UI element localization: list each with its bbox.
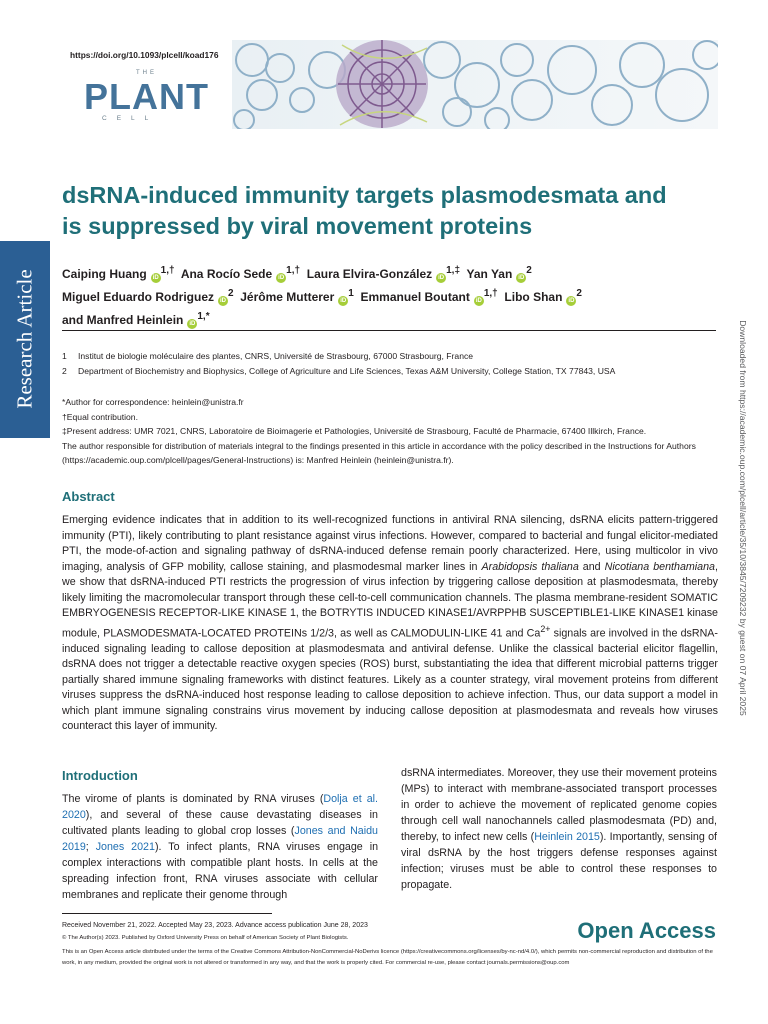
citation-link[interactable]: Heinlein 2015 — [534, 831, 600, 843]
author-name[interactable]: Laura Elvira-González — [306, 267, 433, 281]
doi-link[interactable]: https://doi.org/10.1093/plcell/koad176 — [70, 50, 219, 60]
correspondence-note: *Author for correspondence: heinlein@unistra.fr — [62, 397, 244, 407]
author-name[interactable]: Emmanuel Boutant — [360, 290, 470, 304]
logo-cell: CELL — [102, 115, 159, 122]
introduction-left-column — [62, 791, 378, 903]
logo-the: THE — [136, 70, 157, 76]
author-affil-sup: 1,† — [286, 265, 301, 276]
journal-logo — [84, 70, 209, 130]
affiliation-number: 2 — [62, 366, 67, 376]
plant-tissue-banner-image — [232, 40, 718, 129]
orcid-icon[interactable] — [187, 319, 197, 329]
introduction-heading: Introduction — [62, 768, 138, 783]
affiliation-number: 1 — [62, 351, 67, 361]
affiliation-text: Institut de biologie moléculaire des plantes, CNRS, Université de Strasbourg, 67000 Strasbourg, France — [78, 351, 474, 361]
author-affil-sup: 1,‡ — [446, 265, 461, 276]
article-type-tab — [0, 241, 50, 438]
abstract-part: Emerging evidence indicates that in addition to its well-recognized functions in antiviral RNA silencing, dsRNA elicits pattern-triggered immunity (PTI), likely contributing to plant resistance against virus infections. However, compared to bacterial and fungal elicitor-mediated PTI, the mode-of-action and signaling pathway of dsRNA-induced defense remain poorly characterized. Here, using multicolor in vivo imaging, analysis of GFP mobility, callose staining, and plasmodesmal marker lines in — [62, 514, 718, 573]
author-name[interactable]: Miguel Eduardo Rodriguez — [62, 290, 214, 304]
author-name[interactable]: Libo Shan — [504, 290, 563, 304]
body-text: ; — [85, 841, 96, 853]
abstract-part: signals are involved in the dsRNA-induced signaling leading to callose deposition at plasmodesmata and antiviral defense. Unlike the classical bacterial elicitor flagellin, dsRNA does not trigger a detectable reactive oxygen species (ROS) burst, substantiating the idea that different microbial patterns trigger partially shared immune signaling frameworks with distinct features. Likely as a counter strategy, viral movement proteins from different viruses suppress the dsRNA-induced host response leading to callose deposition to achieve infection. Thus, our data support a model in which plant immune signaling constrains virus movement by inducing callose deposition at plasmodesmata and reveals how viruses counteract this layer of immunity. — [62, 627, 718, 733]
species-name: Arabidopsis thaliana — [481, 560, 579, 573]
body-text: ). To infect plants, RNA viruses engage in complex interactions with compatible plant hosts. In cells at the spreading infection front, RNA viruses associate with cellular membranes and replicate their genome through — [62, 841, 379, 901]
open-access-label: Open Access — [577, 918, 716, 943]
author-affil-sup: 1 — [348, 288, 354, 299]
footer-divider — [62, 913, 272, 914]
orcid-icon[interactable] — [474, 296, 484, 306]
author-affil-sup: 1,† — [160, 265, 175, 276]
author-affil-sup: 2 — [526, 265, 532, 276]
species-name: Nicotiana benthamiana — [604, 560, 715, 573]
body-text: The virome of plants is dominated by RNA viruses ( — [62, 793, 324, 805]
introduction-right-column — [401, 765, 717, 893]
article-type-label: Research Article — [12, 269, 37, 409]
present-address-note: ‡Present address: UMR 7021, CNRS, Laboratoire de Bioimagerie et Pathologies, Université de Strasbourg, Faculté de Pharmacie, 67400 Illkirch, France. — [62, 426, 647, 436]
affiliation-list — [62, 349, 722, 379]
author-name[interactable]: Jérôme Mutterer — [240, 290, 335, 304]
abstract-heading: Abstract — [62, 489, 115, 504]
citation-link[interactable]: Jones 2021 — [95, 841, 155, 853]
author-notes — [62, 395, 722, 468]
abstract-part: , we show that dsRNA-induced PTI restricts the progression of virus infection by triggering callose deposition at plasmodesmata, thereby likely limiting the macromolecular transport through these cell-to-cell communication channels. The plasma membrane-resident SOMATIC EMBRYOGENESIS RECEPTOR-LIKE KINASE 1, the BOTRYTIS INDUCED KINASE1/AVRPPHB SUSCEPTIBLE1-LIKE KINASE1 kinase module, PLASMODESMATA-LOCATED PROTEINs 1/2/3, as well as CALMODULIN-LIKE 41 and Ca — [62, 560, 718, 640]
author-name[interactable]: Manfred Heinlein — [86, 313, 184, 327]
author-affil-sup: 2 — [576, 288, 582, 299]
orcid-icon[interactable] — [151, 273, 161, 283]
orcid-icon[interactable] — [566, 296, 576, 306]
logo-plant: PLANT — [84, 76, 209, 117]
calcium-superscript: 2+ — [540, 623, 551, 634]
orcid-icon[interactable] — [276, 273, 286, 283]
author-name[interactable]: Ana Rocío Sede — [180, 267, 273, 281]
responsible-author-note: The author responsible for distribution of materials integral to the findings presented in this article in accordance with the policy described in the Instructions for Authors (https://academic.oup.com/plcell/pages/General-Instructions) is: Manfred Heinlein (heinlein@unistra.fr). — [62, 440, 696, 465]
affiliation-item — [62, 364, 722, 379]
copyright-notice: © The Author(s) 2023. Published by Oxford University Press on behalf of American Society of Plant Biologists. — [62, 935, 349, 941]
abstract-text — [62, 513, 718, 735]
body-text: dsRNA intermediates. Moreover, they use their movement proteins (MPs) to interact with membrane-associated transport processes in order to achieve the movement of replicated genome copies through cell wall nanochannels called plasmodesmata (PD) and, thereby, to infect new cells ( — [401, 767, 717, 843]
abstract-part: and — [578, 560, 605, 573]
affiliation-text: Department of Biochemistry and Biophysics, College of Agriculture and Life Sciences, Texas A&M University, College Station, TX 77843, USA — [78, 366, 616, 376]
citation-link[interactable]: Dolja et al. 2020 — [62, 793, 378, 821]
citation-link[interactable]: Jones and Naidu 2019 — [62, 825, 378, 853]
equal-contribution-note: †Equal contribution. — [62, 411, 138, 422]
title-line-1: dsRNA-induced immunity targets plasmodesmata and — [62, 182, 667, 208]
author-affil-sup: 2 — [228, 288, 234, 299]
body-text: ). Importantly, sensing of viral dsRNA by the host triggers defense responses against infection; viruses must be able to control these responses to propagate. — [401, 831, 717, 891]
author-name[interactable]: Yan Yan — [466, 267, 513, 281]
orcid-icon[interactable] — [516, 273, 526, 283]
author-affil-sup: 1,* — [197, 311, 210, 322]
license-notice: This is an Open Access article distributed under the terms of the Creative Commons Attribution-NonCommercial-NoDerivs licence (https://creativecommons.org/licenses/by-nc-nd/4.0/), which permits non-commercial reproduction and distribution of the work, in any medium, provided the original work is not altered or transformed in any way, and that the work is properly cited. For commercial re-use, please contact journals.permissions@oup.com — [62, 949, 713, 966]
author-affil-sup: 1,† — [483, 288, 498, 299]
author-name[interactable]: Caiping Huang — [62, 267, 147, 281]
header-divider — [62, 330, 716, 331]
download-watermark: Downloaded from https://academic.oup.com/plcell/article/35/10/3845/7209232 by guest on 07 April 2025 — [738, 320, 748, 716]
author-list: Caiping HuangiD $^{1,\dagger}$ Ana Rocío SedeiD $^{1,\dagger}$ Laura Elvira-GonzáleziD $^{1,\ddagger}$ Yan YaniD $^2$ Miguel Eduardo RodrigueziD $^2$ Jérôme MuttereriD $^1$ Emmanuel BoutantiD $^{1,\dagger}$ Libo ShaniD $^2$ and Manfred HeinleiniD $^{1,*}$ — [62, 261, 722, 330]
orcid-icon[interactable] — [218, 296, 228, 306]
received-dates: Received November 21, 2022. Accepted May 23, 2023. Advance access publication June 28, 2023 — [62, 922, 368, 929]
affiliation-item — [62, 349, 722, 364]
article-title — [62, 180, 722, 242]
orcid-icon[interactable] — [338, 296, 348, 306]
body-text: ), and several of these cause devastating diseases in cultivated plants leading to global crop losses ( — [62, 809, 378, 837]
orcid-icon[interactable] — [436, 273, 446, 283]
title-line-2: is suppressed by viral movement proteins — [62, 213, 533, 239]
